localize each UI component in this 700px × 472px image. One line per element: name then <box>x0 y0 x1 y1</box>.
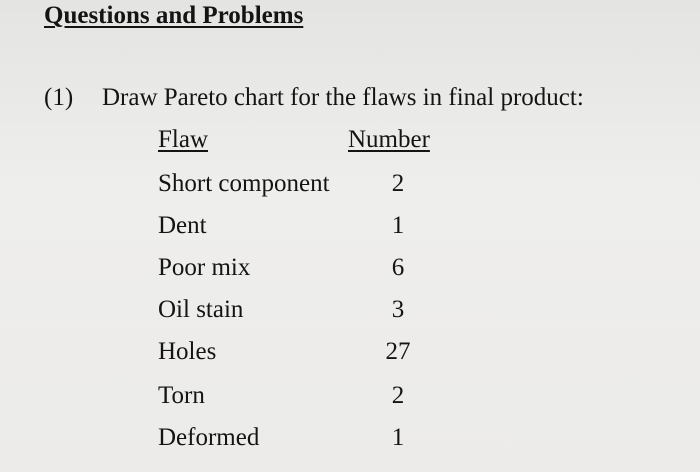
table-row <box>0 170 700 212</box>
flaw-count: 6 <box>391 254 405 281</box>
table-row <box>0 296 700 338</box>
flaw-count: 27 <box>385 338 411 365</box>
table-row <box>0 424 700 466</box>
flaw-count: 1 <box>391 424 405 451</box>
section-heading: Questions and Problems <box>44 2 304 29</box>
flaw-count: 1 <box>391 212 405 239</box>
flaw-name: Oil stain <box>158 296 244 323</box>
question-text: Draw Pareto chart for the flaws in final product: <box>102 84 584 111</box>
question-number: (1) <box>44 84 74 111</box>
table-row <box>0 382 700 424</box>
table-row <box>0 254 700 296</box>
column-header-number: Number <box>348 126 430 153</box>
flaw-name: Poor mix <box>158 254 251 281</box>
flaw-name: Holes <box>158 338 217 365</box>
table-row <box>0 338 700 380</box>
flaw-name: Short component <box>158 170 330 197</box>
column-header-flaw: Flaw <box>158 126 208 153</box>
flaw-count: 2 <box>391 382 405 409</box>
flaw-count: 3 <box>391 296 405 323</box>
flaw-name: Dent <box>158 212 207 239</box>
flaw-name: Deformed <box>158 424 260 451</box>
table-row <box>0 212 700 254</box>
flaw-count: 2 <box>391 170 405 197</box>
flaw-name: Torn <box>158 382 205 409</box>
